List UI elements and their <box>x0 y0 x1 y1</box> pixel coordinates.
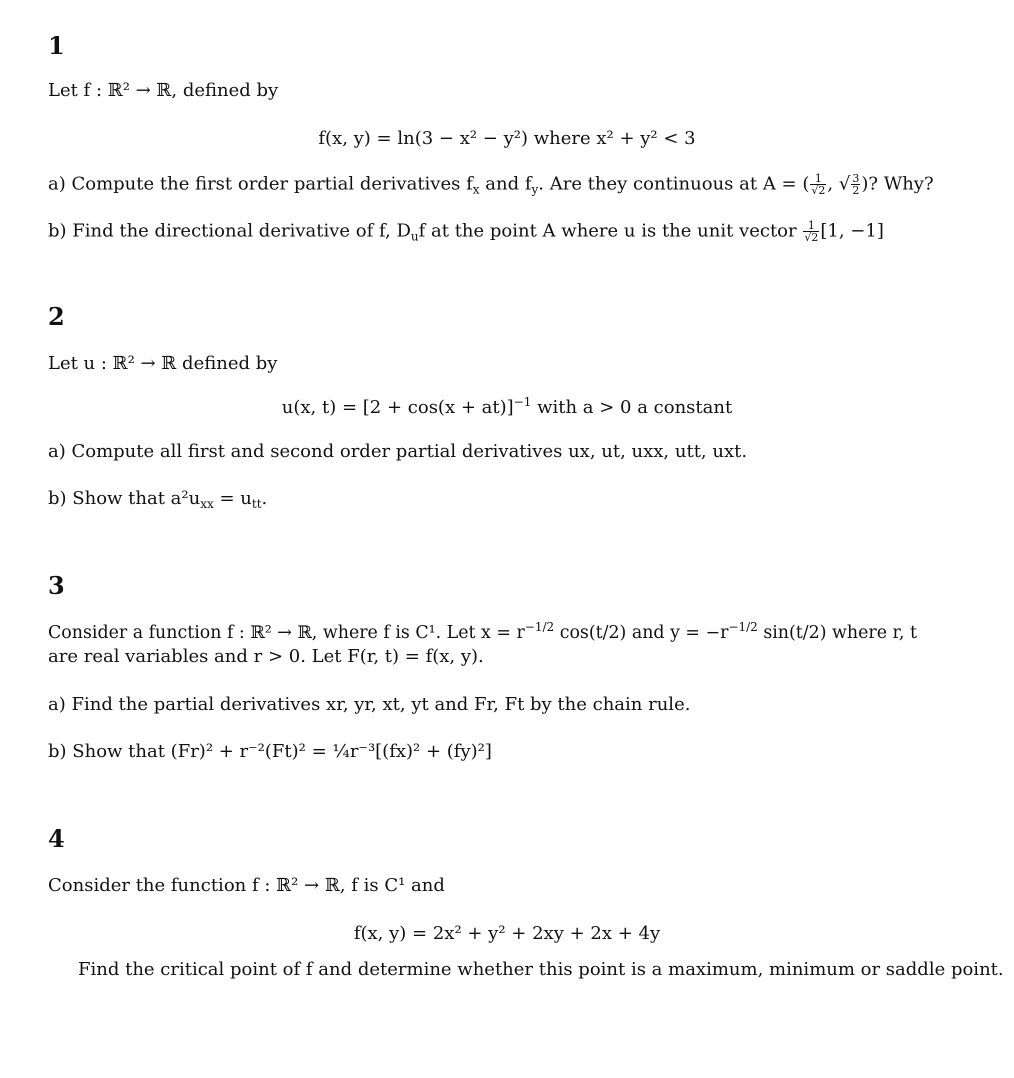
fraction-1-over-root2: $\frac{1}{√2}$ <box>811 172 826 197</box>
problem-1-part-b: b) Find the directional derivative of f, $D_uf$ at the point A where u is the unit vector $\frac{1}{√2}$ [1, −1] <box>48 219 884 244</box>
problem-3-line-2: are real variables and r > 0. Let F(r, t) = f(x, y). <box>48 646 484 667</box>
problem-4-task: Find the critical point of f and determine whether this point is a maximum, minimum or saddle point. <box>78 959 1004 980</box>
problem-1-part-a: a) Compute the first order partial derivatives $f_x$ and $f_y$. Are they continuous at A = ( $\frac{1}{√2}$ , √ $\frac{3}{2}$ )? Why? <box>48 172 934 197</box>
problem-3-part-b: b) Show that (Fr)² + r⁻²(Ft)² = ¼r⁻³[(fx)² + (fy)²] <box>48 741 492 762</box>
fraction-3-over-2: $\frac{3}{2}$ <box>852 172 860 197</box>
problem-1-intro: Let f : ℝ² → ℝ, defined by <box>48 80 279 101</box>
problem-2-intro: Let u : ℝ² → ℝ defined by <box>48 353 278 374</box>
problem-4-number: 4 <box>48 824 65 853</box>
problem-2-part-b: b) Show that $a^2u_{xx} = u_{tt}$. <box>48 488 268 511</box>
fraction-unit-vector: $\frac{1}{√2}$ <box>804 219 819 244</box>
problem-1-formula: f(x, y) = ln(3 − x² − y²) where x² + y² < 3 <box>318 128 696 149</box>
problem-3-line-1: Consider a function f : ℝ² → ℝ, where f is C¹. Let $x = r^{-1/2}$ cos(t/2) and $y = -r^{-1/2}$ sin(t/2) where r, t <box>48 620 917 643</box>
problem-4-intro: Consider the function f : ℝ² → ℝ, f is C¹ and <box>48 875 445 896</box>
problem-2-formula: u(x, $t) = [2 + \cos(x + at)]^{-1}$ with a > 0 a constant <box>281 395 733 418</box>
problem-3-number: 3 <box>48 571 65 600</box>
problem-3-part-a: a) Find the partial derivatives xr, yr, xt, yt and Fr, Ft by the chain rule. <box>48 694 691 715</box>
problem-2-part-a: a) Compute all first and second order partial derivatives ux, ut, uxx, utt, uxt. <box>48 441 748 462</box>
problem-4-formula: f(x, y) = 2x² + y² + 2xy + 2x + 4y <box>353 923 661 944</box>
problem-1-number: 1 <box>48 31 65 60</box>
problem-2-number: 2 <box>48 302 65 331</box>
